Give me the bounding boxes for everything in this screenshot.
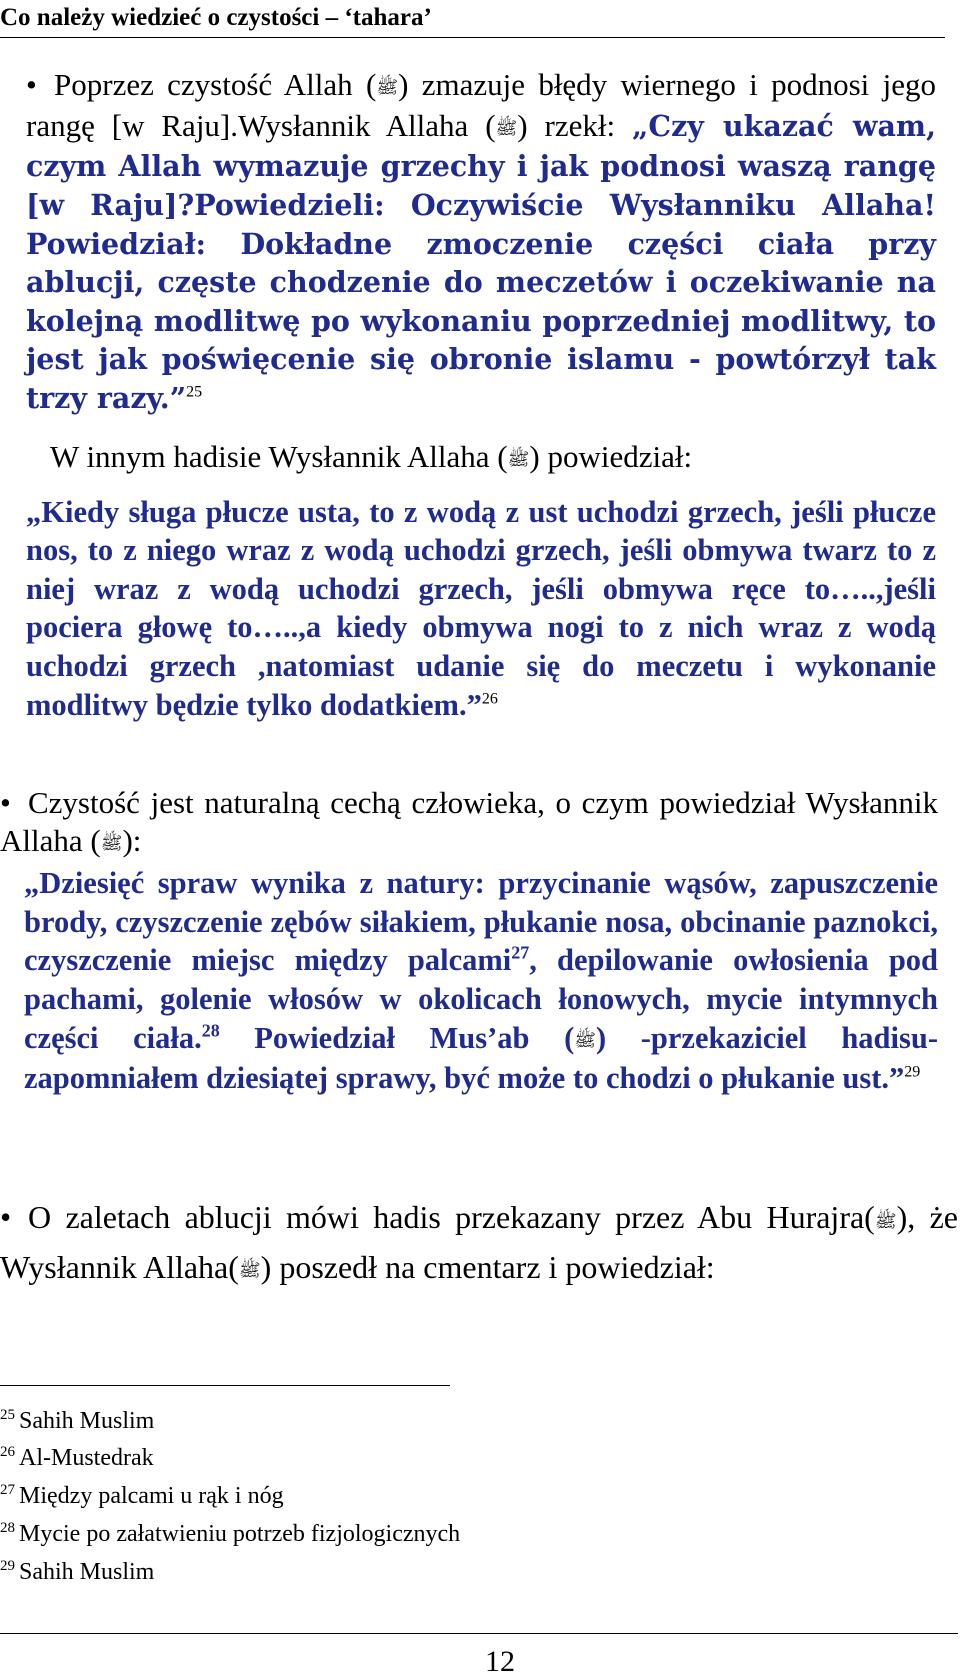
footer-rule — [0, 1633, 958, 1634]
text: ): — [122, 822, 142, 858]
footnote-ref: 28 — [201, 1020, 220, 1041]
header-rule — [0, 37, 945, 38]
text: ) powiedział: — [529, 439, 693, 474]
footnote-text: Sahih Muslim — [19, 1559, 155, 1585]
honorific-icon: ﷺ — [507, 449, 530, 470]
honorific-icon: ﷺ — [376, 77, 399, 98]
running-header: Co należy wiedzieć o czystości – ‘tahara’ — [0, 4, 432, 31]
quote-block — [26, 493, 936, 725]
footnote-ref: 29 — [904, 1064, 921, 1082]
text: O zaletach ablucji mówi hadis przekazany przez Abu Hurajra( — [28, 1199, 875, 1235]
page-number: 12 — [485, 1645, 515, 1678]
footnote-ref: 25 — [186, 383, 203, 401]
text: ) poszedł na cmentarz i powiedział: — [260, 1248, 715, 1285]
footnote-ref: 27 — [511, 943, 530, 964]
text: ) zmazuje błędy wiernego i podnosi jego rangę [w Raju].Wysłannik Allaha ( — [26, 67, 936, 143]
bullet: • — [0, 785, 11, 820]
honorific-icon: ﷺ — [874, 1210, 897, 1231]
bullet: • — [0, 1199, 12, 1235]
footnote-number: 28 — [0, 1520, 15, 1536]
text: ) rzekł: — [517, 107, 616, 143]
footnote-number: 27 — [0, 1482, 15, 1498]
footnote-28 — [0, 1520, 460, 1548]
footnote-text: Między palcami u rąk i nóg — [19, 1483, 284, 1509]
text: Poprzez czystość Allah ( — [54, 67, 377, 102]
hadith-quote-d: ) -przekaziciel hadisu- zapomniałem dziesiątej sprawy, być może to chodzi o płukanie ust.” — [24, 1020, 938, 1096]
bullet: • — [26, 67, 37, 102]
paragraph-other-hadith — [26, 438, 936, 724]
paragraph-purity — [26, 66, 936, 418]
footnote-25 — [0, 1407, 154, 1435]
text: W innym hadisie Wysłannik Allaha ( — [50, 439, 508, 474]
footnote-text: Al-Mustedrak — [19, 1445, 154, 1471]
honorific-icon: ﷺ — [238, 1260, 261, 1281]
hadith-quote-b: , depilowanie owłosienia pod pachami, golenie włosów w okolicach łonowych, mycie intymnych części ciała. — [24, 943, 939, 1055]
intro-line — [26, 438, 936, 479]
text: Czystość jest naturalną cechą człowieka, o czym powiedział Wysłannik Allaha ( — [0, 785, 938, 858]
footnote-text: Sahih Muslim — [19, 1408, 155, 1434]
footnote-26 — [0, 1444, 154, 1472]
hadith-quote: „Kiedy sługa płucze usta, to z wodą z ust uchodzi grzech, jeśli płucze nos, to z niego wraz z wodą uchodzi grzech, jeśli obmywa twarz to z niej wraz z wodą uchodzi grzech, jeśli obmywa ręce to…..,jeśli pociera głowę to…..,a kiedy obmywa nogi to z nich wraz z wodą uchodzi grzech ,natomiast udanie się do meczetu i wykonanie modlitwy będzie tylko dodatkiem.” — [26, 494, 936, 722]
paragraph-ablution-virtues — [0, 1194, 958, 1293]
footnote-number: 29 — [0, 1558, 15, 1574]
honorific-icon: ﷺ — [574, 1029, 597, 1050]
honorific-icon: ﷺ — [100, 832, 123, 853]
hadith-quote: „Czy ukazać wam, czym Allah wymazuje grzechy i jak podnosi waszą rangę [w Raju]?Powiedzieli: Oczywiście Wysłanniku Allaha! Powiedział: Dokładne zmoczenie części ciała przy ablucji, częste chodzenie do meczetów i oczekiwanie na kolejną modlitwę po wykonaniu poprzedniej modlitwy, to jest jak poświęcenie się obronie islamu - powtórzył tak trzy razy.” — [26, 108, 937, 415]
honorific-icon: ﷺ — [495, 117, 518, 138]
footnote-27 — [0, 1482, 284, 1510]
quote-block — [0, 864, 938, 1098]
footnote-number: 25 — [0, 1407, 15, 1423]
footnote-text: Mycie po załatwieniu potrzeb fizjologicznych — [19, 1521, 461, 1547]
paragraph-natural-trait — [0, 784, 938, 1098]
footnote-rule — [0, 1385, 450, 1386]
hadith-quote-c: Powiedział Mus’ab ( — [219, 1020, 575, 1055]
footnote-number: 26 — [0, 1444, 15, 1460]
hadith-quote-a: „Dziesięć spraw wynika z natury: przycinanie wąsów, zapuszczenie brody, czyszczenie zębów siłakiem, płukanie nosa, obcinanie paznokci, czyszczenie miejsc między palcami — [24, 866, 938, 978]
footnote-ref: 26 — [481, 690, 498, 708]
footnote-29 — [0, 1558, 154, 1586]
text: ), że Wysłannik Allaha( — [0, 1199, 959, 1285]
